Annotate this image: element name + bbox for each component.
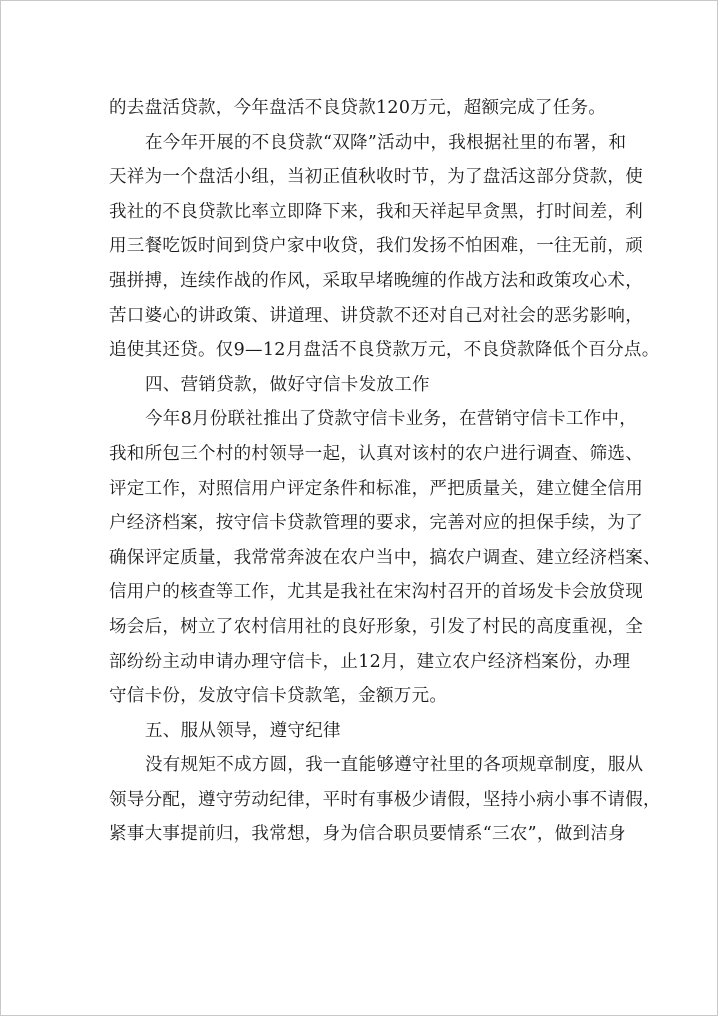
text-line: 守信卡份，发放守信卡贷款笔，金额万元。 bbox=[109, 686, 448, 707]
text-line: 部纷纷主动申请办理守信卡，止12月，建立农户经济档案份，办理 bbox=[109, 651, 631, 672]
text-line: 的去盘活贷款，今年盘活不良贷款120万元，超额完成了任务。 bbox=[109, 98, 607, 118]
document-body bbox=[109, 91, 661, 852]
text-line: 追使其还贷。仅9—12月盘活不良贷款万元，不良贷款降低个百分点。 bbox=[109, 340, 660, 361]
text-line: 强拼搏，连续作战的作风，采取早堵晚缠的作战方法和政策攻心术， bbox=[109, 270, 643, 291]
text-line: 我和所包三个村的村领导一起，认真对该村的农户进行调查、筛选、 bbox=[109, 443, 643, 464]
text-line: 户经济档案，按守信卡贷款管理的要求，完善对应的担保手续，为了 bbox=[109, 513, 643, 534]
text-line: 苦口婆心的讲政策、讲道理、讲贷款不还对自己对社会的恶劣影响， bbox=[109, 305, 643, 326]
text-line: 在今年开展的不良贷款“双降”活动中，我根据社里的布署，和 bbox=[145, 132, 627, 153]
text-line: 我社的不良贷款比率立即降下来，我和天祥起早贪黑，打时间差，利 bbox=[109, 201, 643, 222]
text-line: 紧事大事提前归，我常想，身为信合职员要情系“三农”，做到洁身 bbox=[109, 824, 626, 845]
text-line: 没有规矩不成方圆，我一直能够遵守社里的各项规章制度，服从 bbox=[145, 755, 644, 776]
text-line: 天祥为一个盘活小组，当初正值秋收时节，为了盘活这部分贷款，使 bbox=[109, 167, 643, 188]
section-heading: 五、服从领导，遵守纪律 bbox=[145, 720, 341, 741]
text-line: 场会后，树立了农村信用社的良好形象，引发了村民的高度重视，全 bbox=[109, 616, 643, 637]
text-line: 信用户的核查等工作，尤其是我社在宋沟村召开的首场发卡会放贷现 bbox=[109, 582, 643, 603]
text-line: 确保评定质量，我常常奔波在农户当中，搞农户调查、建立经济档案、 bbox=[109, 547, 661, 568]
text-line: 用三餐吃饭时间到贷户家中收贷，我们发扬不怕困难，一往无前，顽 bbox=[109, 236, 643, 257]
text-line: 领导分配，遵守劳动纪律，平时有事极少请假，坚持小病小事不请假， bbox=[109, 789, 661, 810]
text-line: 评定工作，对照信用户评定条件和标准，严把质量关，建立健全信用 bbox=[109, 478, 643, 499]
text-line: 今年8月份联社推出了贷款守信卡业务，在营销守信卡工作中， bbox=[145, 409, 638, 430]
section-heading: 四、营销贷款，做好守信卡发放工作 bbox=[145, 374, 430, 395]
